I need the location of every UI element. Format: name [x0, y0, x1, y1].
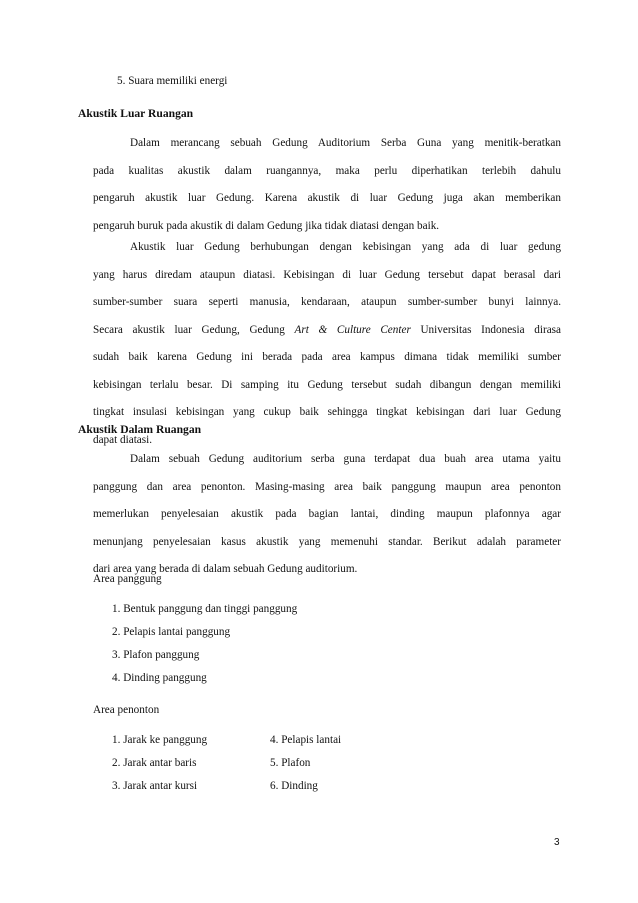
text-line: pengaruh buruk pada akustik di dalam Gedung jika tidak diatasi dengan baik.	[93, 219, 440, 232]
text-fragment: Secara akustik luar Gedung, Gedung	[93, 323, 295, 336]
list-item: 5. Plafon	[270, 757, 311, 769]
text-line-italic-mixed	[93, 317, 561, 345]
section-heading-dalam: Akustik Dalam Ruangan	[78, 423, 202, 436]
list-item: 2. Jarak antar baris	[112, 757, 197, 769]
text-line: kebisingan terlalu besar. Di samping itu Gedung tersebut sudah dibangun dengan memiliki	[93, 378, 561, 391]
list-item: 2. Pelapis lantai panggung	[112, 626, 231, 638]
italic-title: Art & Culture Center	[294, 323, 411, 336]
text-line: dari area yang berada di dalam sebuah Gedung auditorium.	[93, 563, 358, 575]
list-item: 1. Bentuk panggung dan tinggi panggung	[112, 603, 298, 615]
paragraph-luar-2	[93, 234, 561, 454]
list-item: 4. Dinding panggung	[112, 672, 207, 684]
text-line: Dalam sebuah Gedung auditorium serba guna terdapat dua buah area utama yaitu	[130, 453, 561, 465]
text-fragment: Universitas Indonesia dirasa	[410, 323, 561, 336]
stage-area-label: Area panggung	[93, 573, 162, 585]
text-line: pengaruh akustik luar Gedung. Karena akustik di luar Gedung juga akan memberikan	[93, 192, 561, 204]
list-item: 6. Dinding	[270, 780, 318, 792]
list-item: 3. Jarak antar kursi	[112, 780, 198, 792]
list-item: 1. Jarak ke panggung	[112, 734, 208, 746]
text-line: sumber-sumber suara seperti manusia, kendaraan, ataupun sumber-sumber bunyi lainnya.	[93, 296, 561, 308]
text-line: menunjang penyelesaian kasus akustik yang memenuhi standar. Berikut adalah parameter	[93, 535, 561, 548]
page-number: 3	[554, 837, 560, 848]
text-line: Dalam merancang sebuah Gedung Auditorium Serba Guna yang menitik-beratkan	[130, 137, 561, 149]
paragraph-dalam-1	[93, 446, 561, 584]
paragraph-luar-1	[93, 130, 561, 240]
text-line: sudah baik karena Gedung ini berada pada area kampus dimana tidak memiliki sumber	[93, 351, 561, 363]
text-line: memerlukan penyelesaian akustik pada bagian lantai, dinding maupun plafonnya agar	[93, 508, 561, 520]
text-line: pada kualitas akustik dalam ruangannya, maka perlu diperhatikan terlebih dahulu	[93, 164, 561, 177]
text-line: dapat diatasi.	[93, 433, 153, 446]
text-line: yang harus diredam ataupun diatasi. Kebisingan di luar Gedung tersebut dapat berasal dari	[93, 268, 561, 281]
list-item: 4. Pelapis lantai	[270, 734, 342, 746]
text-line: tingkat insulasi kebisingan yang cukup baik sehingga tingkat kebisingan dari luar Gedung	[93, 406, 561, 418]
list-item-top: 5. Suara memiliki energi	[117, 75, 228, 87]
audience-area-label: Area penonton	[93, 704, 160, 716]
list-item: 3. Plafon panggung	[112, 649, 200, 661]
text-line: panggung dan area penonton. Masing-masing area baik panggung maupun area penonton	[93, 480, 561, 493]
text-line: Akustik luar Gedung berhubungan dengan kebisingan yang ada di luar gedung	[130, 241, 561, 253]
section-heading-luar: Akustik Luar Ruangan	[78, 107, 194, 120]
